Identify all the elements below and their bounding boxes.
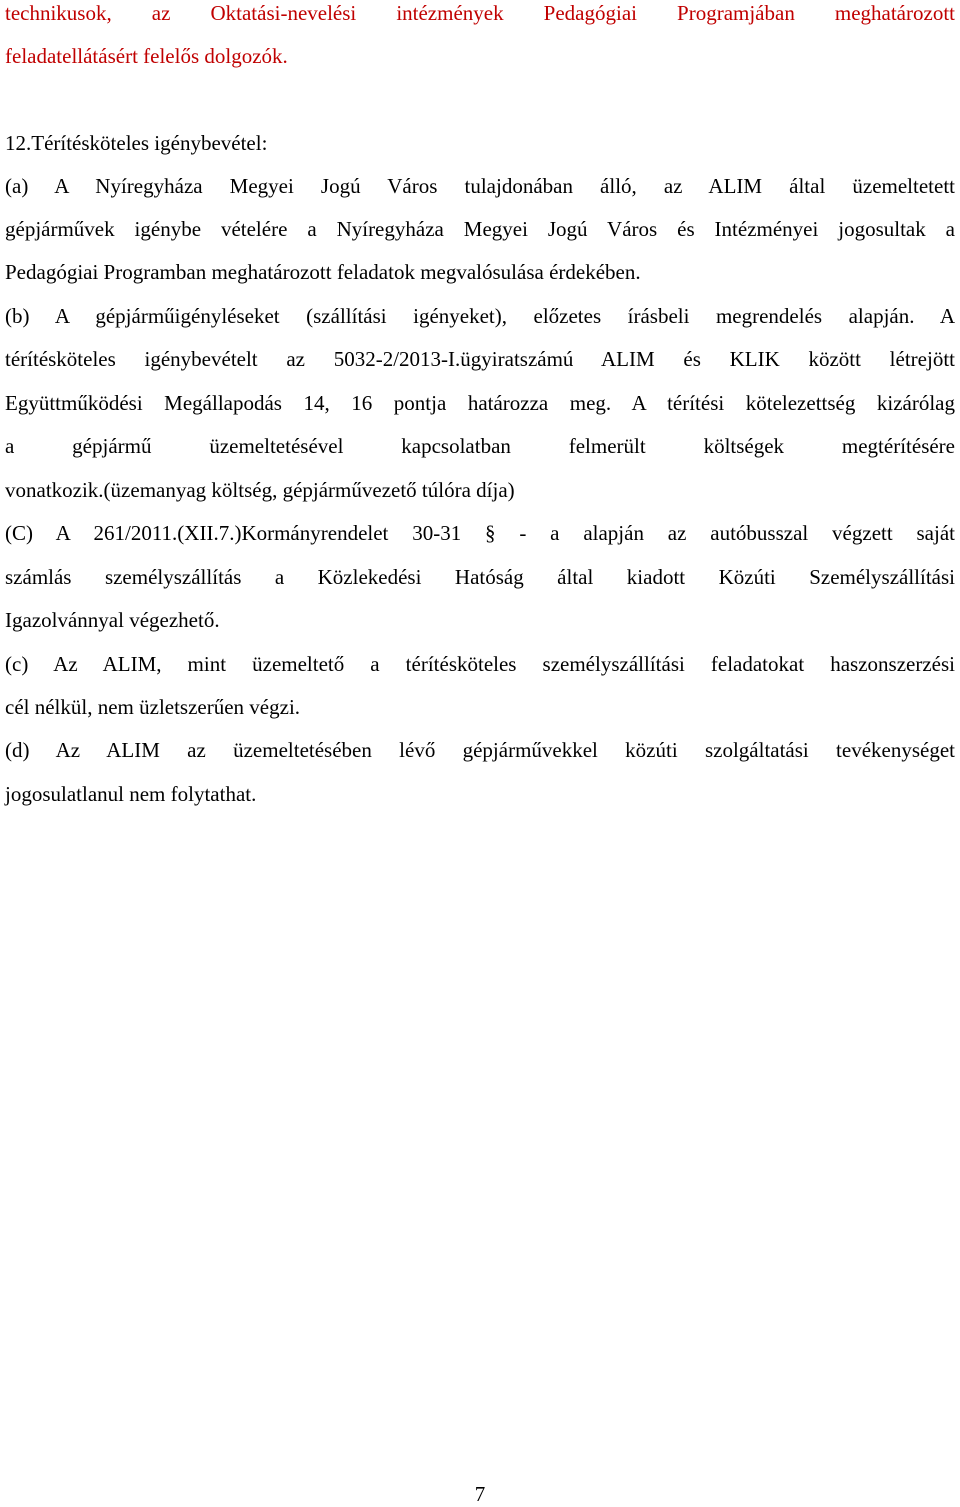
item-c-line-2: cél nélkül, nem üzletszerűen végzi. bbox=[5, 695, 301, 719]
page-number: 7 bbox=[474, 1482, 486, 1506]
section-heading: 12.Térítésköteles igénybevétel: bbox=[5, 131, 268, 155]
item-d-line-2: jogosulatlanul nem folytathat. bbox=[5, 782, 257, 806]
item-C-line-1: (C) A 261/2011.(XII.7.)Kormányrendelet 30-31 § - a alapján az autóbusszal végzett saját bbox=[5, 521, 955, 545]
item-b-line-2: térítésköteles igénybevételt az 5032-2/2013-I.ügyiratszámú ALIM és KLIK között létrejött bbox=[5, 347, 955, 371]
item-d-line-1: (d) Az ALIM az üzemeltetésében lévő gépjárművekkel közúti szolgáltatási tevékenységet bbox=[5, 738, 955, 762]
item-b-line-5: vonatkozik.(üzemanyag költség, gépjárművezető túlóra díja) bbox=[5, 478, 515, 502]
item-C-line-2: számlás személyszállítás a Közlekedési Hatóság által kiadott Közúti Személyszállítási bbox=[5, 565, 955, 589]
item-b-line-3: Együttműködési Megállapodás 14, 16 pontja határozza meg. A térítési kötelezettség kizárólag bbox=[5, 391, 955, 415]
item-a-line-2: gépjárművek igénybe vételére a Nyíregyháza Megyei Jogú Város és Intézményei jogosultak a bbox=[5, 217, 955, 241]
item-a-line-3: Pedagógiai Programban meghatározott feladatok megvalósulása érdekében. bbox=[5, 260, 641, 284]
intro-line-2: feladatellátásért felelős dolgozók. bbox=[5, 44, 288, 68]
item-a-line-1: (a) A Nyíregyháza Megyei Jogú Város tulajdonában álló, az ALIM által üzemeltetett bbox=[5, 174, 955, 198]
intro-line-1: technikusok, az Oktatási-nevelési intézmények Pedagógiai Programjában meghatározott bbox=[5, 1, 955, 25]
item-b-line-4: a gépjármű üzemeltetésével kapcsolatban felmerült költségek megtérítésére bbox=[5, 434, 955, 458]
item-C-line-3: Igazolvánnyal végezhető. bbox=[5, 608, 220, 632]
item-b-line-1: (b) A gépjárműigényléseket (szállítási igényeket), előzetes írásbeli megrendelés alapján. A bbox=[5, 304, 955, 328]
item-c-line-1: (c) Az ALIM, mint üzemeltető a térítésköteles személyszállítási feladatokat haszonszerzési bbox=[5, 652, 955, 676]
